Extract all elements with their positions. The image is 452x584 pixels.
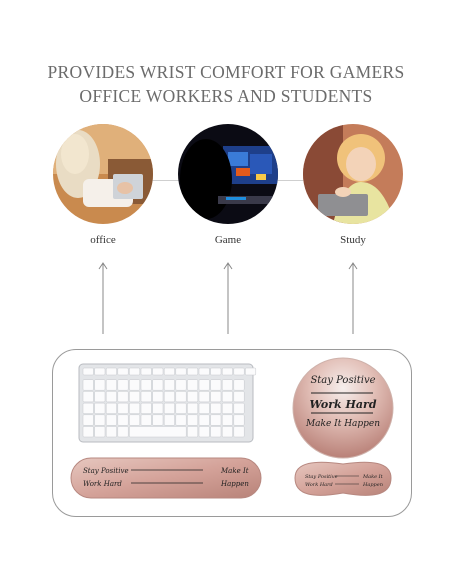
- keyboard-image: [79, 364, 256, 442]
- keyboard-key: [199, 403, 209, 414]
- keyboard-key: [95, 427, 105, 438]
- up-arrow-icon: [347, 262, 359, 334]
- keyboard-key: [153, 368, 163, 375]
- keyboard-key: [234, 391, 244, 402]
- gaming-photo: [178, 124, 278, 224]
- small-rest-text-4: Happen: [363, 482, 383, 488]
- keyboard-key: [211, 415, 221, 426]
- up-arrow-icon: [222, 262, 234, 334]
- keyboard-key: [164, 368, 174, 375]
- keyboard-key: [129, 368, 139, 375]
- keyboard-key: [83, 415, 93, 426]
- keyboard-key: [211, 391, 221, 402]
- keyboard-key: [211, 380, 221, 391]
- keyboard-key: [222, 368, 232, 375]
- keyboard-key: [199, 427, 209, 438]
- keyboard-key: [176, 415, 186, 426]
- keyboard-key: [141, 403, 151, 414]
- rest-text-3: Make It: [221, 467, 249, 475]
- keyboard-key: [222, 391, 232, 402]
- rest-text-4: Happen: [221, 480, 249, 488]
- keyboard-key: [95, 403, 105, 414]
- title-line-2: OFFICE WORKERS AND STUDENTS: [79, 86, 373, 106]
- keyboard-key: [118, 368, 128, 375]
- keyboard-key: [234, 415, 244, 426]
- small-rest-text-1: Stay Positive: [305, 474, 338, 480]
- title-line-1: PROVIDES WRIST COMFORT FOR GAMERS: [47, 62, 405, 82]
- up-arrow-icon: [97, 262, 109, 334]
- keyboard-key: [141, 380, 151, 391]
- keyboard-key: [106, 380, 116, 391]
- keyboard-key: [176, 403, 186, 414]
- study-photo: [303, 124, 403, 224]
- keyboard-key: [187, 368, 197, 375]
- keyboard-key: [176, 391, 186, 402]
- keyboard-key: [199, 415, 209, 426]
- keyboard-key: [118, 391, 128, 402]
- keyboard-key: [245, 368, 255, 375]
- office-photo: [53, 124, 153, 224]
- keyboard-key: [106, 391, 116, 402]
- keyboard-key: [129, 380, 139, 391]
- keyboard-key: [211, 427, 221, 438]
- keyboard-key: [141, 391, 151, 402]
- keyboard-key: [222, 427, 232, 438]
- keyboard-key: [95, 380, 105, 391]
- game-label: Game: [214, 234, 242, 246]
- rest-text-2: Work Hard: [83, 480, 122, 488]
- keyboard-key: [95, 368, 105, 375]
- study-label: Study: [340, 234, 366, 246]
- pad-text-line2: Work Hard: [309, 398, 377, 411]
- keyboard-key: [234, 403, 244, 414]
- keyboard-key: [118, 427, 128, 438]
- keyboard-key: [141, 415, 151, 426]
- page-title: [0, 60, 452, 108]
- keyboard-key: [176, 368, 186, 375]
- keyboard-key: [222, 415, 232, 426]
- keyboard-key: [83, 427, 93, 438]
- product-set-image: [53, 350, 411, 516]
- keyboard-wrist-rest-image: [71, 458, 261, 498]
- keyboard-key: [211, 403, 221, 414]
- keyboard-key: [187, 380, 197, 391]
- keyboard-key: [187, 391, 197, 402]
- keyboard-key: [199, 368, 209, 375]
- pad-text-line1: Stay Positive: [310, 375, 376, 386]
- keyboard-key: [153, 403, 163, 414]
- keyboard-key: [187, 403, 197, 414]
- keyboard-key: [129, 415, 139, 426]
- small-rest-text-3: Make It: [363, 474, 383, 480]
- keyboard-key: [164, 403, 174, 414]
- keyboard-key: [176, 380, 186, 391]
- keyboard-key: [106, 368, 116, 375]
- keyboard-key: [118, 380, 128, 391]
- pad-text-line3: Make It Happen: [305, 419, 381, 429]
- keyboard-key: [106, 415, 116, 426]
- product-panel: [52, 349, 412, 517]
- keyboard-key: [95, 391, 105, 402]
- keyboard-key: [83, 403, 93, 414]
- keyboard-key: [83, 391, 93, 402]
- keyboard-key: [164, 415, 174, 426]
- keyboard-key: [129, 403, 139, 414]
- mouse-wrist-rest-image: [295, 462, 391, 495]
- keyboard-key: [118, 415, 128, 426]
- keyboard-key: [83, 380, 93, 391]
- keyboard-key: [83, 368, 93, 375]
- keyboard-key: [187, 427, 197, 438]
- keyboard-key: [164, 380, 174, 391]
- keyboard-key: [129, 391, 139, 402]
- keyboard-key: [129, 427, 186, 438]
- rest-text-1: Stay Positive: [83, 467, 129, 475]
- keyboard-key: [153, 391, 163, 402]
- keyboard-key: [199, 391, 209, 402]
- office-label: office: [90, 234, 116, 246]
- keyboard-key: [164, 391, 174, 402]
- keyboard-key: [234, 427, 244, 438]
- mouse-pad-image: [293, 358, 393, 458]
- keyboard-key: [106, 403, 116, 414]
- keyboard-key: [141, 368, 151, 375]
- keyboard-key: [153, 380, 163, 391]
- keyboard-key: [95, 415, 105, 426]
- keyboard-key: [234, 380, 244, 391]
- keyboard-key: [234, 368, 244, 375]
- keyboard-key: [118, 403, 128, 414]
- small-rest-text-2: Work Hard: [305, 482, 333, 488]
- keyboard-key: [211, 368, 221, 375]
- keyboard-key: [106, 427, 116, 438]
- keyboard-key: [153, 415, 163, 426]
- keyboard-key: [187, 415, 197, 426]
- keyboard-key: [199, 380, 209, 391]
- keyboard-key: [222, 403, 232, 414]
- keyboard-key: [222, 380, 232, 391]
